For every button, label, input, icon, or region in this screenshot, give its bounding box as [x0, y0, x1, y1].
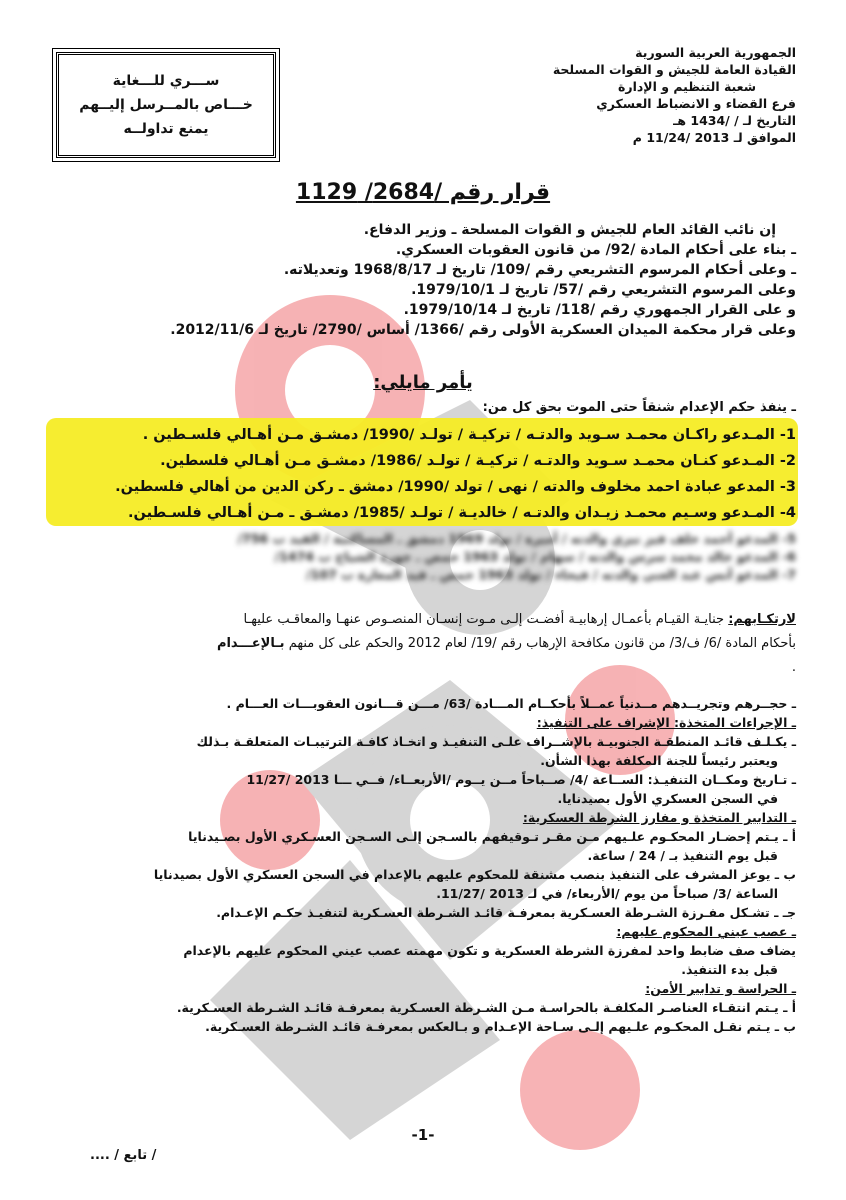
procedure-line: ـ يكـلـف قائـد المنطقـة الجنوبيـة بالإشــراف علـى التنفيـذ و اتخـاذ كافـة الترتيبـات المتعلقـة بـذلك [196, 734, 796, 749]
legal-basis-line: و على القرار الجمهوري رقم /118/ تاريخ لـ 1979/10/14. [403, 302, 796, 318]
procedure-line: ـ تـاريخ ومكــان التنفيـذ: الســاعة /4/ صــباحاً مــن يــوم /الأربعــاء/ فــي ـــا 2013 /11/27 [246, 772, 796, 787]
secret-line: خـــاص بالمــرسل إليــهم [79, 97, 253, 113]
procedure-line: ب ـ يوعز المشرف على التنفيذ بنصب مشنقة للمحكوم عليهم بالإعدام في السجن العسكري الأول بصيدنايا [153, 867, 796, 882]
execution-line: ـ ينفذ حكم الإعدام شنقاً حتى الموت بحق كل من: [482, 400, 796, 415]
procedure-line: قبل يوم التنفيذ بـ / 24 / ساعة. [587, 848, 778, 863]
procedures-section [50, 694, 796, 1036]
header-date-hijri: التاريخ لـ / /1434 هـ [673, 113, 796, 128]
procedure-line: أ ـ يـتم إحضـار المحكـوم علـيهم مـن مقـر تـوقيفهم بالسـجن إلـى السـجن العسـكري الأول بصـيدنايا [188, 829, 796, 844]
redacted-row: 5- المدعو أحمد خلف فيز نيزي والدته / أميرة / تولد 1969 دمشق ـ المساكنية / القيد ب 756/ [237, 531, 796, 546]
custody-line: ـ حجــرهم وتجريــدهم مــدنياً عمــلاً بأحكــام المـــادة /63/ مـــن قـــانون العقوبـــات العـــام . [226, 696, 796, 711]
decision-title: قرار رقم /2684/ 1129 [295, 180, 551, 205]
header-line: شعبة التنظيم و الإدارة [618, 79, 756, 94]
procedure-line: جـ ـ تشـكل مفـرزة الشـرطة العسـكرية بمعرفـة قائـد الشـرطة العسـكرية لتنفيـذ حكـم الإعـدام. [216, 905, 796, 920]
charge-penalty: بـالإعـــدام [216, 636, 285, 651]
page-number: -1- [411, 1126, 435, 1144]
defendant-row: 4- المـدعو وسـيم محمـد زيـدان والدتـه / خالديـة / تولـد /1985/ دمشـق ـ مـن أهـالي فلسـطين. [128, 505, 796, 521]
charge-dot: . [791, 660, 796, 675]
header-line: الجمهورية العربية السورية [635, 45, 796, 60]
top-secret-box [56, 52, 276, 158]
defendant-row: 1- المـدعو راكـان محمـد سـويد والدتـه / تركيـة / تولـد /1990/ دمشـق مـن أهـالي فلسـطين . [142, 427, 796, 443]
section-heading: ـ عصب عيني المحكوم عليهم: [616, 924, 796, 939]
procedure-line: يضاف صف ضابط واحد لمفرزة الشرطة العسكرية و تكون مهمته عصب عيني المحكوم عليهم بالإعدام [183, 943, 796, 958]
secret-line: يمنع تداولــه [123, 121, 209, 137]
redacted-row: 7- المدعو أنس عبد الغني والدته / فيحاء / تولد 1963 حمص ـ قيد المغارة ب 107/ [306, 567, 796, 582]
legal-basis-line: ـ بناء على أحكام المادة /92/ من قانون العقوبات العسكري. [395, 242, 796, 258]
legal-basis-line: وعلى قرار محكمة الميدان العسكرية الأولى رقم /1366/ أساس /2790/ تاريخ لـ 2012/11/6. [170, 322, 796, 338]
header-line: فرع القضاء و الانضباط العسكري [596, 96, 796, 111]
procedure-line: قبل بدء التنفيذ. [681, 962, 778, 977]
charge-section [50, 608, 796, 680]
section-heading: ـ التدابير المتخذة و مفارز الشرطة العسكرية: [522, 810, 796, 825]
continued-marker: / تابع / .... [90, 1148, 157, 1163]
legal-basis-line: إن نائب القائد العام للجيش و القوات المسلحة ـ وزير الدفاع. [363, 222, 776, 238]
legal-basis-line: وعلى المرسوم التشريعي رقم /57/ تاريخ لـ 1979/10/1. [411, 282, 796, 298]
procedure-line: ب ـ يـتم نقـل المحكـوم علـيهم إلـى سـاحة الإعـدام و بـالعكس بمعرفـة قائـد الشـرطة العسـكرية. [205, 1019, 796, 1034]
procedure-line: في السجن العسكري الأول بصيدنايا. [557, 791, 778, 806]
legal-basis-line: ـ وعلى أحكام المرسوم التشريعي رقم /109/ تاريخ لـ 1968/8/17 وتعديلاته. [283, 262, 796, 278]
section-heading: ـ الإجراءات المتخذة: الإشراف على التنفيذ: [536, 715, 796, 730]
defendant-row: 2- المـدعو كنـان محمـد سـويد والدتـه / تركيـة / تولـد /1986/ دمشـق مـن أهـالي فلسطين. [160, 453, 796, 469]
charge-text: جنايـة القيـام بأعمـال إرهابيـة أفضـت إلـى مـوت إنسـان المنصـوص عنهـا والمعاقـب عليهـا [243, 612, 725, 627]
procedure-line: ويعتبر رئيساً للجنة المكلفة بهذا الشأن. [540, 753, 778, 768]
defendant-row: 3- المدعو عبادة احمد مخلوف والدته / نهى / تولد /1990/ دمشق ـ ركن الدين من أهالي فلسطين. [115, 479, 796, 495]
header-line: القيادة العامة للجيش و القوات المسلحة [552, 62, 796, 77]
redacted-rows [50, 530, 796, 584]
section-heading: ـ الحراسة و تدابير الأمن: [645, 981, 796, 996]
charge-label: لارتكـابهم: [728, 612, 796, 627]
header-date-gregorian: الموافق لـ 2013 /11/24 م [632, 130, 796, 145]
defendants-list [50, 422, 796, 526]
order-heading: يأمر مايلي: [373, 372, 473, 393]
secret-line: ســـري للـــغاية [112, 73, 220, 89]
charge-text: بأحكام المادة /6/ ف/3/ من قانون مكافحة الإرهاب رقم /19/ لعام 2012 والحكم على كل منهم [288, 636, 796, 651]
procedure-line: الساعة /3/ صباحاً من يوم /الأربعاء/ في لـ 2013 /11/27. [436, 886, 778, 901]
procedure-line: أ ـ يـتم انتقـاء العناصـر المكلفـة بالحراسـة مـن الشـرطة العسـكرية بمعرفـة قائـد الشـرطة العسـكرية. [176, 1000, 796, 1015]
redacted-row: 6- المدعو خالد محمد سرس والدته / سهام / تولد 1963 حمص ـ جورة الشياح ب 1474/ [274, 549, 796, 564]
issuer-header [496, 44, 796, 146]
legal-basis [50, 220, 796, 340]
